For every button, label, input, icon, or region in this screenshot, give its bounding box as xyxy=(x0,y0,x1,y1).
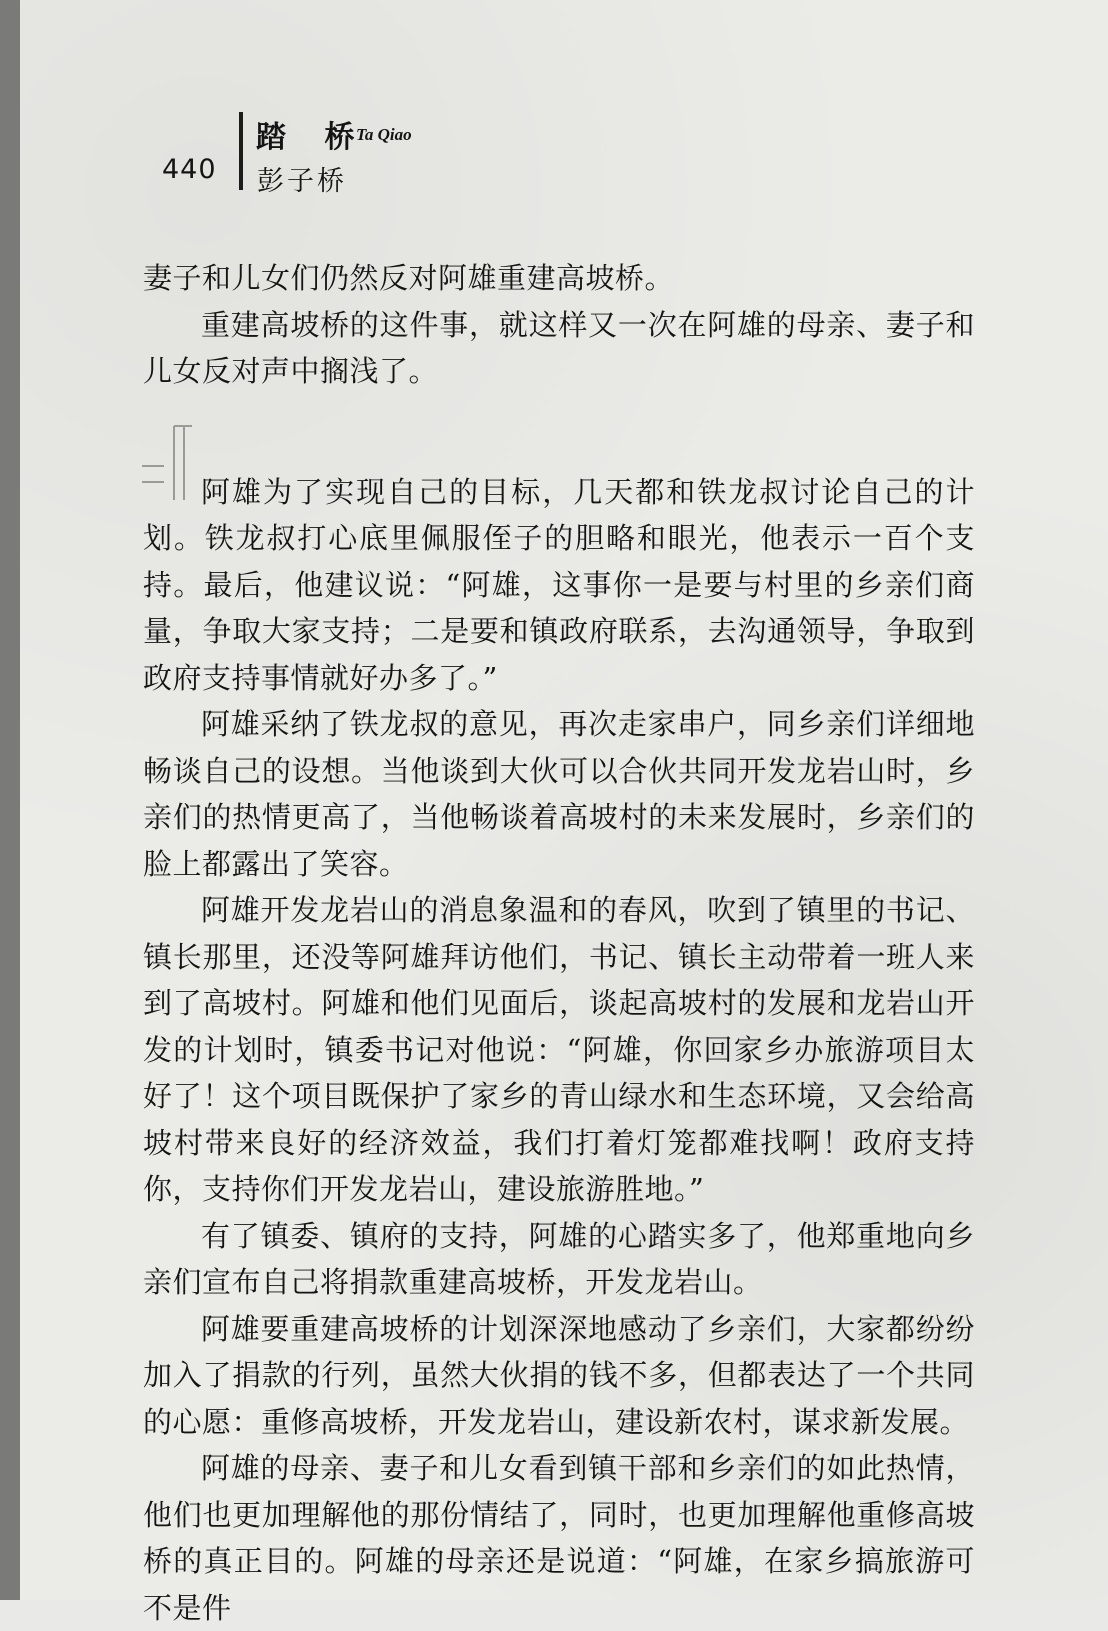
header-divider xyxy=(239,112,243,190)
paragraph: 阿雄为了实现自己的目标，几天都和铁龙叔讨论自己的计划。铁龙叔打心底里佩服侄子的胆略和眼光，他表示一百个支持。最后，他建议说：“阿雄，这事你一是要与村里的乡亲们商量，争取大家支持；二是要和镇政府联系，去沟通领导，争取到政府支持事情就好办多了。” xyxy=(143,474,975,695)
paragraph: 重建高坡桥的这件事，就这样又一次在阿雄的母亲、妻子和儿女反对声中搁浅了。 xyxy=(143,307,975,388)
page-number: 440 xyxy=(162,154,217,185)
body-text xyxy=(143,255,975,1631)
paragraph: 妻子和儿女们仍然反对阿雄重建高坡桥。 xyxy=(143,261,675,295)
section-gap xyxy=(143,395,975,469)
book-title-pinyin: Ta Qiao xyxy=(356,125,412,144)
paragraph: 阿雄要重建高坡桥的计划深深地感动了乡亲们，大家都纷纷加入了捐款的行列，虽然大伙捐的钱不多，但都表达了一个共同的心愿：重修高坡桥，开发龙岩山，建设新农村，谋求新发展。 xyxy=(143,1311,975,1439)
book-title: 踏 桥 xyxy=(256,120,369,155)
author-name: 彭子桥 xyxy=(257,166,347,197)
paragraph: 阿雄的母亲、妻子和儿女看到镇干部和乡亲们的如此热情，他们也更加理解他的那份情结了，同时，也更加理解他重修高坡桥的真正目的。阿雄的母亲还是说道：“阿雄，在家乡搞旅游可不是件 xyxy=(143,1451,975,1625)
paragraph: 阿雄采纳了铁龙叔的意见，再次走家串户，同乡亲们详细地畅谈自己的设想。当他谈到大伙可以合伙共同开发龙岩山时，乡亲们的热情更高了，当他畅谈着高坡村的未来发展时，乡亲们的脸上都露出了笑容。 xyxy=(143,707,975,881)
paragraph: 有了镇委、镇府的支持，阿雄的心踏实多了，他郑重地向乡亲们宣布自己将捐款重建高坡桥，开发龙岩山。 xyxy=(143,1218,975,1299)
page-gutter-shadow xyxy=(0,0,20,1600)
paragraph: 阿雄开发龙岩山的消息象温和的春风，吹到了镇里的书记、镇长那里，还没等阿雄拜访他们，书记、镇长主动带着一班人来到了高坡村。阿雄和他们见面后，谈起高坡村的发展和龙岩山开发的计划时，镇委书记对他说：“阿雄，你回家乡办旅游项目太好了！这个项目既保护了家乡的青山绿水和生态环境，又会给高坡村带来良好的经济效益，我们打着灯笼都难找啊！政府支持你，支持你们开发龙岩山，建设旅游胜地。” xyxy=(143,893,975,1206)
